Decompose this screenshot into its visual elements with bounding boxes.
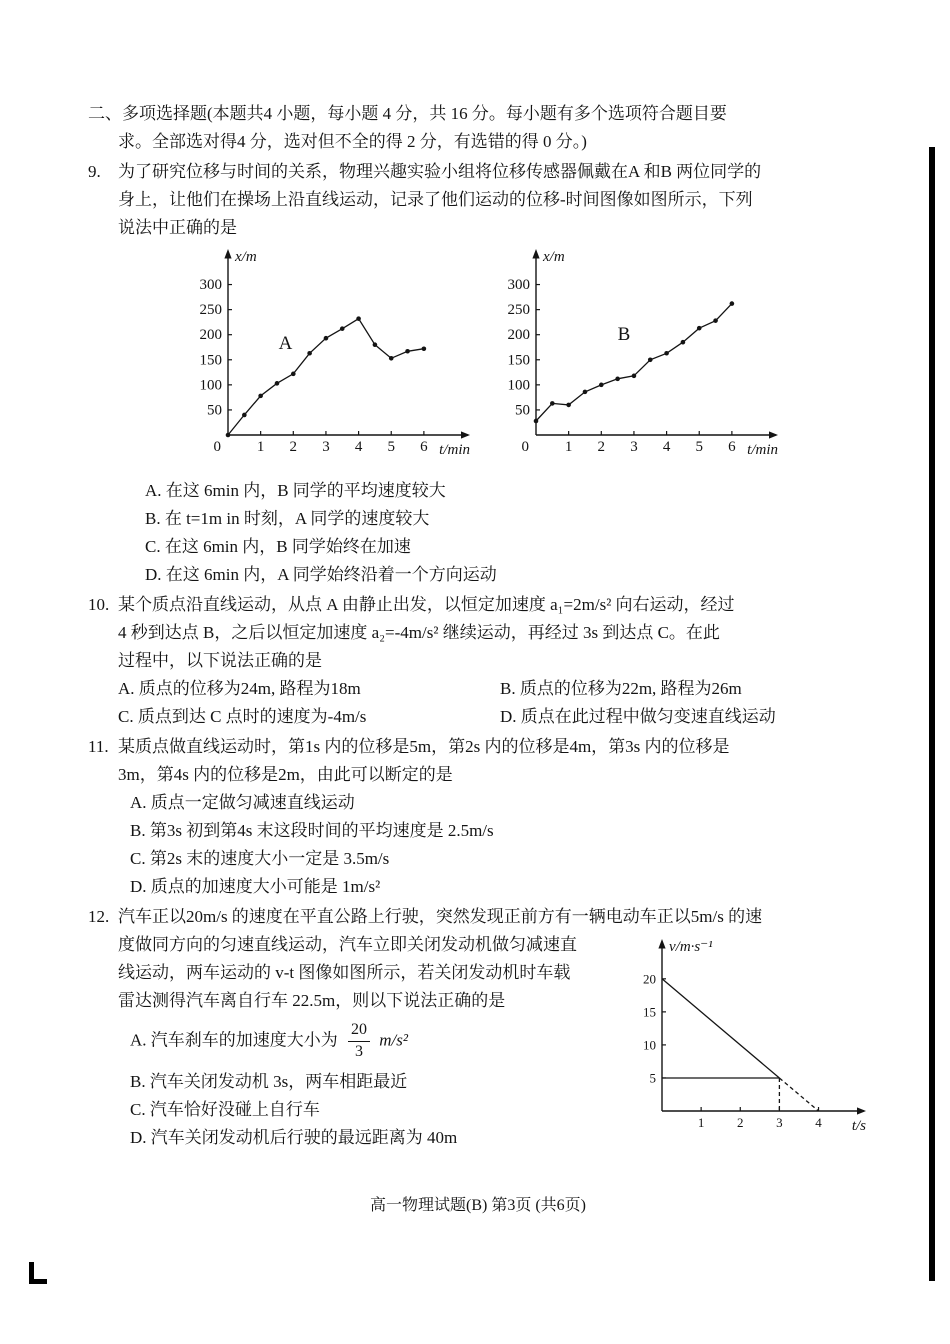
q10-option-a: A. 质点的位移为24m, 路程为18m: [118, 679, 361, 698]
fraction-numerator: 20: [348, 1021, 370, 1042]
svg-text:6: 6: [420, 439, 428, 455]
svg-text:100: 100: [507, 377, 530, 394]
svg-text:300: 300: [507, 277, 530, 294]
svg-text:6: 6: [728, 439, 736, 455]
question-10: [88, 591, 868, 731]
q9-option-d: D. 在这 6min 内，A 同学始终沿着一个方向运动: [145, 565, 497, 584]
scan-artifact-corner-horizontal: [29, 1279, 47, 1284]
svg-text:4: 4: [662, 439, 671, 455]
svg-text:x/m: x/m: [235, 249, 257, 265]
q12-option-d: D. 汽车关闭发动机后行驶的最远距离为 40m: [130, 1127, 458, 1147]
svg-text:x/m: x/m: [543, 249, 565, 265]
q10-option-b: B. 质点的位移为22m, 路程为26m: [500, 679, 742, 698]
svg-text:2: 2: [737, 1115, 744, 1130]
svg-text:100: 100: [199, 377, 222, 394]
q9-stem-line3: 说法中正确的是: [118, 218, 237, 237]
section-header: [88, 100, 868, 156]
page-footer: 高一物理试题(B) 第3页 (共6页): [370, 1197, 586, 1214]
svg-text:250: 250: [199, 302, 222, 319]
q12-option-a-unit: m/s²: [379, 1030, 408, 1050]
q10-stem-line1: 某个质点沿直线运动，从点 A 由静止出发，以恒定加速度 a₁=2m/s² 向右运动，经过: [118, 595, 735, 614]
question-11: [88, 733, 868, 901]
scan-artifact-right-bar: [929, 147, 935, 1281]
fraction-denominator: 3: [355, 1042, 364, 1060]
q12-option-c: C. 汽车恰好没碰上自行车: [130, 1099, 320, 1119]
svg-text:50: 50: [515, 402, 530, 419]
svg-text:4: 4: [815, 1115, 822, 1130]
question-12: [88, 903, 868, 1152]
svg-text:A: A: [278, 333, 293, 355]
q12-option-b: B. 汽车关闭发动机 3s，两车相距最近: [130, 1071, 408, 1091]
svg-text:5: 5: [649, 1070, 656, 1086]
svg-text:5: 5: [695, 439, 703, 455]
svg-text:4: 4: [354, 439, 363, 455]
q9-option-c: C. 在这 6min 内，B 同学始终在加速: [145, 537, 411, 556]
q12-stem-line1: 汽车正以20m/s 的速度在平直公路上行驶，突然发现正前方有一辆电动车正以5m/s 的速: [118, 907, 763, 926]
q10-stem-line2: 4 秒到达点 B，之后以恒定加速度 a₂=-4m/s² 继续运动，再经过 3s 到达点 C。在此: [118, 623, 720, 642]
q9-stem-line1: 为了研究位移与时间的关系，物理兴趣实验小组将位移传感器佩戴在A 和B 两位同学的: [118, 162, 762, 181]
svg-text:150: 150: [199, 352, 222, 369]
svg-text:50: 50: [207, 402, 222, 419]
svg-text:0: 0: [521, 439, 529, 455]
svg-text:5: 5: [387, 439, 395, 455]
q9-option-a: A. 在这 6min 内，B 同学的平均速度较大: [145, 481, 446, 500]
q12-stem-line3: 线运动，两车运动的 v-t 图像如图所示，若关闭发动机时车载: [118, 963, 571, 982]
q11-option-d: D. 质点的加速度大小可能是 1m/s²: [130, 877, 381, 896]
svg-text:3: 3: [322, 439, 330, 455]
svg-text:t/min: t/min: [747, 442, 778, 458]
section-header-line1: 二、多项选择题(本题共4 小题，每小题 4 分，共 16 分。每小题有多个选项符合题目要: [88, 104, 727, 123]
q12-stem-line2: 度做同方向的匀速直线运动，汽车立即关闭发动机做匀减速直: [118, 935, 577, 954]
svg-text:3: 3: [630, 439, 638, 455]
fraction-20-over-3: [348, 1021, 370, 1062]
svg-text:t/s: t/s: [851, 1118, 866, 1134]
q9-charts: [88, 245, 868, 471]
q9-chart-student-a: [192, 245, 472, 471]
q12-option-a-text: A. 汽车刹车的加速度大小为: [130, 1030, 338, 1050]
question-11-number: 11.: [88, 737, 109, 756]
svg-text:2: 2: [597, 439, 606, 455]
svg-text:v/m·s⁻¹: v/m·s⁻¹: [669, 939, 713, 955]
svg-text:20: 20: [643, 971, 656, 987]
question-10-number: 10.: [88, 595, 110, 614]
q12-velocity-time-chart: [630, 935, 868, 1143]
question-9: [88, 158, 868, 589]
svg-text:200: 200: [507, 327, 530, 344]
q11-option-a: A. 质点一定做匀减速直线运动: [130, 793, 355, 812]
q11-option-c: C. 第2s 末的速度大小一定是 3.5m/s: [130, 849, 390, 868]
q9-chart-student-b: [500, 245, 780, 471]
q11-option-b: B. 第3s 初到第4s 末这段时间的平均速度是 2.5m/s: [130, 821, 494, 840]
exam-content: [88, 100, 868, 1154]
q12-stem-line4: 雷达测得汽车离自行车 22.5m，则以下说法正确的是: [118, 991, 506, 1010]
section-header-line2: 求。全部选对得4 分，选对但不全的得 2 分，有选错的得 0 分。): [118, 132, 587, 151]
svg-text:10: 10: [643, 1037, 656, 1053]
q10-option-d: D. 质点在此过程中做匀变速直线运动: [500, 707, 776, 726]
svg-text:0: 0: [213, 439, 221, 455]
svg-text:2: 2: [289, 439, 298, 455]
q10-option-c: C. 质点到达 C 点时的速度为-4m/s: [118, 707, 367, 726]
svg-text:B: B: [617, 324, 631, 346]
q11-stem-line1: 某质点做直线运动时，第1s 内的位移是5m，第2s 内的位移是4m，第3s 内的位移是: [118, 737, 730, 756]
svg-text:15: 15: [643, 1004, 656, 1020]
svg-text:1: 1: [697, 1115, 705, 1130]
svg-text:3: 3: [776, 1115, 783, 1130]
q9-option-b: B. 在 t=1m in 时刻，A 同学的速度较大: [145, 509, 430, 528]
question-9-number: 9.: [88, 162, 101, 181]
question-12-number: 12.: [88, 907, 110, 926]
q9-stem-line2: 身上，让他们在操场上沿直线运动，记录了他们运动的位移-时间图像如图所示，下列: [118, 190, 753, 209]
svg-text:1: 1: [564, 439, 573, 455]
q11-stem-line2: 3m，第4s 内的位移是2m，由此可以断定的是: [118, 765, 453, 784]
svg-text:300: 300: [199, 277, 222, 294]
svg-text:200: 200: [199, 327, 222, 344]
svg-text:1: 1: [256, 439, 265, 455]
svg-text:250: 250: [507, 302, 530, 319]
q12-wrap-region: [118, 931, 868, 1152]
q10-stem-line3: 过程中，以下说法正确的是: [118, 651, 322, 670]
svg-text:150: 150: [507, 352, 530, 369]
svg-text:t/min: t/min: [439, 442, 470, 458]
